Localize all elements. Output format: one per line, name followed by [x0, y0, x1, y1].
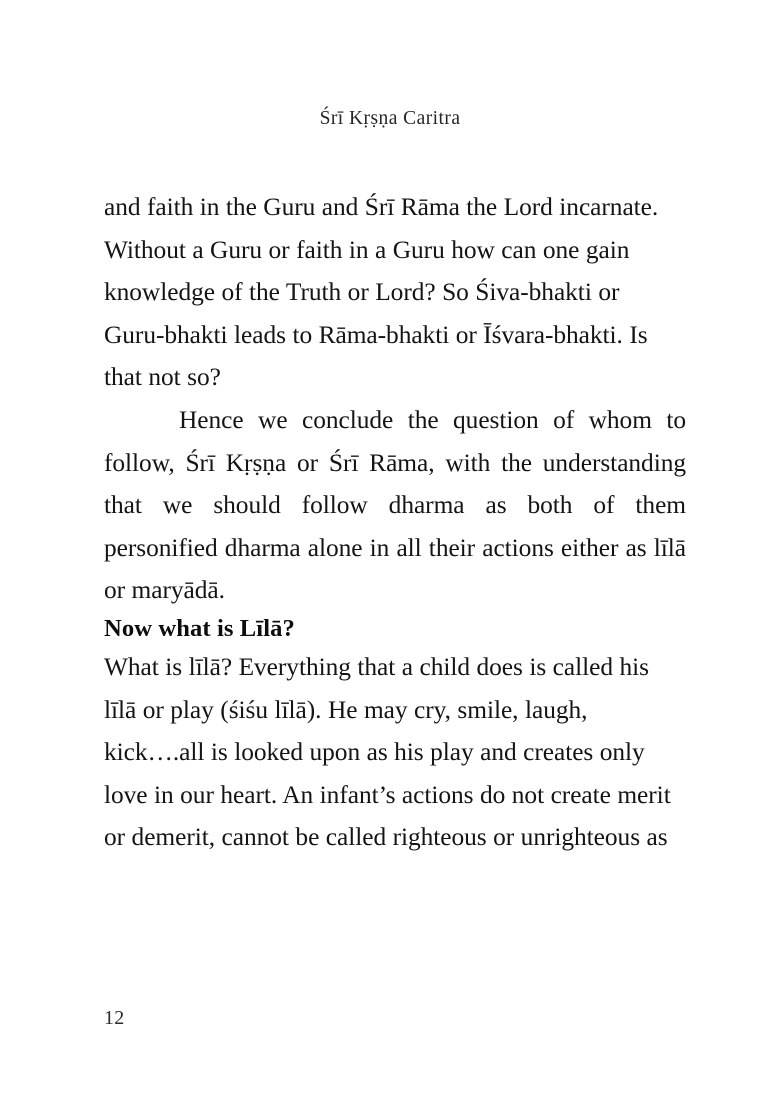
paragraph-lila-definition: What is līlā? Everything that a child does is called his līlā or play (śiśu līlā). He may cry, smile, laugh, kick….all is looked upon as his play and creates only love in our heart. An infant’s actions do not create merit or demerit, cannot be called righteous or unrighteous as	[104, 652, 671, 852]
paragraph-continuation: and faith in the Guru and Śrī Rāma the Lord incarnate. Without a Guru or faith in a Guru how can one gain knowledge of the Truth or Lord? So Śiva-bhakti or Guru-bhakti leads to Rāma-bhakti or Īśvara-bhakti. Is that not so?	[104, 193, 659, 392]
section-heading-lila: Now what is Līlā?	[104, 614, 295, 642]
running-head: Śrī Kṛṣṇa Caritra	[319, 108, 461, 129]
paragraph-conclusion: Hence we conclude the question of whom to follow, Śrī Kṛṣṇa or Śrī Rāma, with the understanding that we should follow dharma as both of them personified dharma alone in all their actions either as līlā or maryādā.	[104, 405, 686, 605]
text-column	[104, 186, 686, 859]
page-number: 12	[104, 1007, 125, 1029]
